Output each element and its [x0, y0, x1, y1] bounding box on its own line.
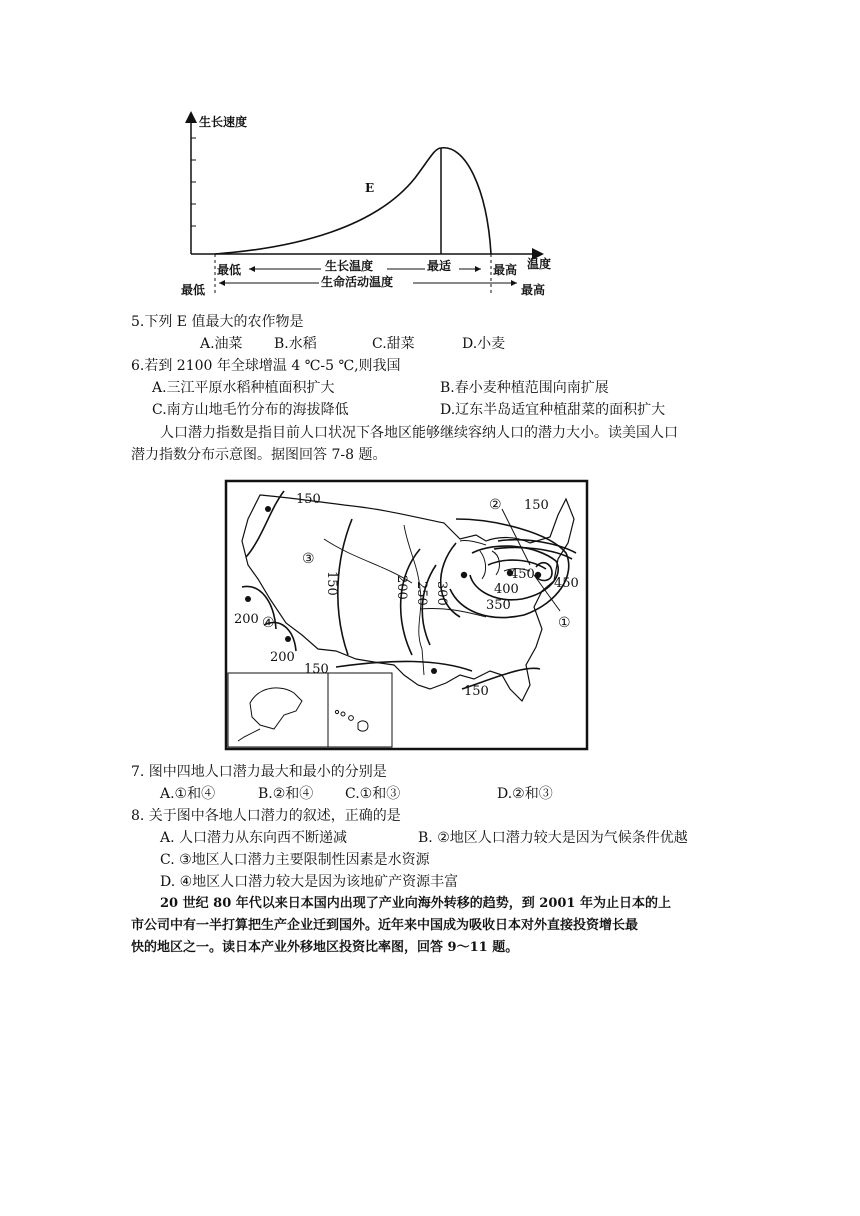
marker-1: ①	[558, 615, 571, 631]
q7-option-a: A.①和④	[160, 786, 216, 802]
q5-option-b: B.水稻	[274, 336, 317, 352]
intro-9-11-line1: 20 世纪 80 年代以来日本国内出现了产业向海外转移的趋势，到 2001 年为止日本的上	[160, 896, 671, 911]
contour-label: 150	[296, 492, 321, 507]
q5-option-a: A.油菜	[200, 336, 243, 352]
q8-option-d: D. ④地区人口潜力较大是因为该地矿产资源丰富	[160, 874, 459, 890]
q6-option-a: A.三江平原水稻种植面积扩大	[152, 380, 335, 396]
us-population-potential-map	[224, 479, 590, 752]
q8-option-c: C. ③地区人口潜力主要限制性因素是水资源	[160, 852, 430, 868]
marker-3: ③	[302, 551, 315, 567]
contour-label: 250	[414, 581, 429, 606]
q5-stem: 5.下列 E 值最大的农作物是	[131, 314, 304, 330]
q6-option-c: C.南方山地毛竹分布的海拔降低	[152, 402, 349, 418]
q8-option-b: B. ②地区人口潜力较大是因为气候条件优越	[418, 830, 688, 846]
q6-option-d: D.辽东半岛适宜种植甜菜的面积扩大	[440, 402, 666, 418]
contour-label: 200	[394, 575, 409, 600]
q6-stem: 6.若到 2100 年全球增温 4 ℃-5 ℃,则我国	[131, 358, 401, 374]
marker-4: ④	[262, 615, 275, 631]
contour-label: 450	[554, 576, 579, 591]
q5-option-c: C.甜菜	[372, 336, 415, 352]
q7-option-c: C.①和③	[345, 786, 401, 802]
q8-option-a: A. 人口潜力从东向西不断递减	[160, 830, 348, 846]
life-range-min: 最低	[181, 283, 206, 297]
q7-option-b: B.②和④	[258, 786, 314, 802]
curve-label-e: E	[365, 181, 375, 195]
contour-label: 200	[234, 612, 259, 627]
x-axis-label: 温度	[527, 257, 552, 271]
growth-curve	[215, 148, 491, 254]
intro-9-11-line2: 市公司中有一半打算把生产企业迁到国外。近年来中国成为吸收日本对外直接投资增长最	[131, 918, 639, 933]
growth-temperature-diagram	[175, 108, 575, 300]
y-axis-label: 生长速度	[199, 115, 248, 129]
contour-label: 150	[324, 571, 339, 596]
contour-label: 300	[434, 581, 449, 606]
q7-stem: 7. 图中四地人口潜力最大和最小的分别是	[131, 764, 387, 780]
growth-range-label: 生长温度	[325, 259, 374, 273]
contour-label: 400	[494, 582, 519, 597]
contour-label: 350	[486, 598, 511, 613]
contour-label: 150	[464, 684, 489, 699]
life-range-label: 生命活动温度	[321, 275, 394, 289]
intro-7-8-line2: 潜力指数分布示意图。据图回答 7-8 题。	[131, 447, 387, 463]
contour-label: 150	[304, 662, 329, 677]
contour-label: 450	[510, 567, 535, 582]
contour-label: 150	[524, 498, 549, 513]
q5-option-d: D.小麦	[462, 336, 506, 352]
q8-stem: 8. 关于图中各地人口潜力的叙述，正确的是	[131, 808, 401, 824]
growth-range-min: 最低	[217, 263, 242, 277]
growth-range-max: 最高	[493, 263, 518, 277]
q7-option-d: D.②和③	[497, 786, 553, 802]
life-range-max: 最高	[521, 283, 546, 297]
intro-9-11-line3: 快的地区之一。读日本产业外移地区投资比率图，回答 9～11 题。	[131, 940, 519, 955]
q6-option-b: B.春小麦种植范围向南扩展	[440, 380, 609, 396]
optimum-label: 最适	[427, 259, 452, 273]
contour-label: 200	[270, 650, 295, 665]
intro-7-8-line1: 人口潜力指数是指目前人口状况下各地区能够继续容纳人口的潜力大小。读美国人口	[160, 425, 678, 441]
marker-2: ②	[489, 497, 502, 513]
